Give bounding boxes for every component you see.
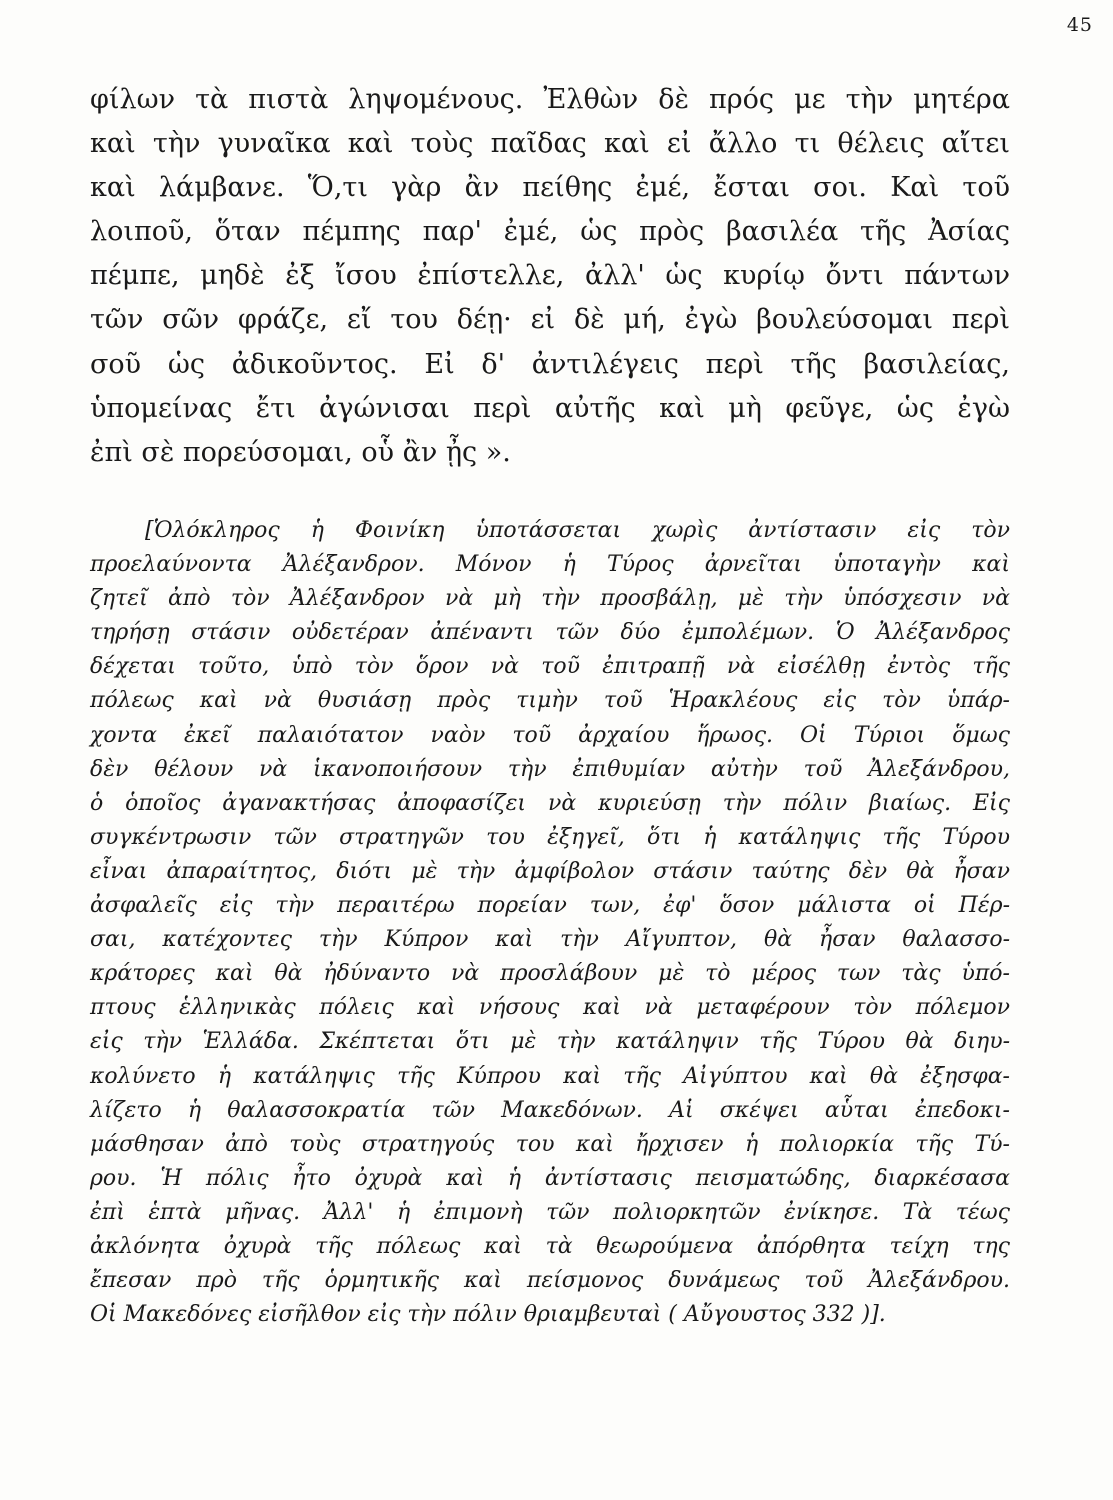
note-line: πόλεως καὶ νὰ θυσιάσῃ πρὸς τιμὴν τοῦ Ἡρακλέους εἰς τὸν ὑπάρ- [90,688,1010,714]
note-line: ζητεῖ ἀπὸ τὸν Ἀλέξανδρον νὰ μὴ τὴν προσβάλῃ, μὲ τὴν ὑπόσχεσιν νὰ [90,586,1010,612]
editorial-note [90,514,1010,1332]
note-line: Οἱ Μακεδόνες εἰσῆλθον εἰς τὴν πόλιν θριαμβευταὶ ( Αὔγουστος 332 )]. [90,1302,886,1328]
note-line: ἔπεσαν πρὸ τῆς ὁρμητικῆς καὶ πείσμονος δυνάμεως τοῦ Ἀλεξάνδρου. [90,1268,1010,1294]
note-line: ἀσφαλεῖς εἰς τὴν περαιτέρω πορείαν των, ἐφ' ὅσον μάλιστα οἱ Πέρ- [90,893,1010,919]
main-line: τῶν σῶν φράζε, εἴ του δέῃ· εἰ δὲ μή, ἐγὼ βουλεύσομαι περὶ [90,304,1010,336]
note-line: κολύνετο ἡ κατάληψις τῆς Κύπρου καὶ τῆς Αἰγύπτου καὶ θὰ ἐξησφα- [90,1063,1010,1089]
note-line: χοντα ἐκεῖ παλαιότατον ναὸν τοῦ ἀρχαίου ἥρωος. Οἱ Τύριοι ὅμως [90,722,1010,748]
note-line: ρου. Ἡ πόλις ἦτο ὀχυρὰ καὶ ἡ ἀντίστασις πεισματώδης, διαρκέσασα [90,1165,1010,1191]
note-line: μάσθησαν ἀπὸ τοὺς στρατηγούς του καὶ ἤρχισεν ἡ πολιορκία τῆς Τύ- [90,1131,1010,1157]
main-line: ἐπὶ σὲ πορεύσομαι, οὗ ἂν ᾖς ». [90,436,511,468]
main-line: σοῦ ὡς ἀδικοῦντος. Εἰ δ' ἀντιλέγεις περὶ τῆς βασιλείας, [90,348,1010,380]
note-line: εἰς τὴν Ἑλλάδα. Σκέπτεται ὅτι μὲ τὴν κατάληψιν τῆς Τύρου θὰ διηυ- [90,1029,1010,1055]
main-line: πέμπε, μηδὲ ἐξ ἴσου ἐπίστελλε, ἀλλ' ὡς κυρίῳ ὄντι πάντων [90,260,1010,292]
page-number: 45 [1066,14,1093,36]
note-line: λίζετο ἡ θαλασσοκρατία τῶν Μακεδόνων. Αἱ σκέψει αὗται ἐπεδοκι- [90,1097,1010,1123]
note-line: ἐπὶ ἑπτὰ μῆνας. Ἀλλ' ἡ ἐπιμονὴ τῶν πολιορκητῶν ἐνίκησε. Τὰ τέως [90,1199,1010,1225]
main-line: φίλων τὰ πιστὰ ληψομένους. Ἐλθὼν δὲ πρός με τὴν μητέρα [90,84,1010,115]
note-line: εἶναι ἀπαραίτητος, διότι μὲ τὴν ἀμφίβολον στάσιν ταύτης δὲν θὰ ἦσαν [90,858,1010,884]
note-line: ὁ ὁποῖος ἀγανακτήσας ἀποφασίζει νὰ κυριεύσῃ τὴν πόλιν βιαίως. Εἰς [90,790,1010,816]
note-line: πτους ἑλληνικὰς πόλεις καὶ νήσους καὶ νὰ μεταφέρουν τὸν πόλεμον [90,995,1010,1021]
main-line: καὶ λάμβανε. Ὅ,τι γὰρ ἂν πείθης ἐμέ, ἔσται σοι. Καὶ τοῦ [90,172,1010,204]
note-line: τηρήσῃ στάσιν οὐδετέραν ἀπέναντι τῶν δύο ἐμπολέμων. Ὁ Ἀλέξανδρος [90,620,1010,646]
main-line: λοιποῦ, ὅταν πέμπης παρ' ἐμέ, ὡς πρὸς βασιλέα τῆς Ἀσίας [90,216,1010,248]
note-line: δέχεται τοῦτο, ὑπὸ τὸν ὅρον νὰ τοῦ ἐπιτραπῇ νὰ εἰσέλθῃ ἐντὸς τῆς [90,654,1010,680]
main-text [90,78,1010,475]
main-line: καὶ τὴν γυναῖκα καὶ τοὺς παῖδας καὶ εἰ ἄλλο τι θέλεις αἴτει [90,128,1010,160]
note-line: συγκέντρωσιν τῶν στρατηγῶν του ἐξηγεῖ, ὅτι ἡ κατάληψις τῆς Τύρου [90,824,1010,850]
main-line: ὑπομείνας ἔτι ἀγώνισαι περὶ αὐτῆς καὶ μὴ φεῦγε, ὡς ἐγὼ [90,392,1010,424]
note-line: κράτορες καὶ θὰ ἠδύναντο νὰ προσλάβουν μὲ τὸ μέρος των τὰς ὑπό- [90,961,1010,987]
note-line: προελαύνοντα Ἀλέξανδρον. Μόνον ἡ Τύρος ἀρνεῖται ὑποταγὴν καὶ [90,552,1010,578]
note-line: δὲν θέλουν νὰ ἱκανοποιήσουν τὴν ἐπιθυμίαν αὐτὴν τοῦ Ἀλεξάνδρου, [90,756,1010,782]
note-line: ἀκλόνητα ὀχυρὰ τῆς πόλεως καὶ τὰ θεωρούμενα ἀπόρθητα τείχη της [90,1233,1010,1259]
note-line: [Ὁλόκληρος ἡ Φοινίκη ὑποτάσσεται χωρὶς ἀντίστασιν εἰς τὸν [145,518,1010,543]
note-line: σαι, κατέχοντες τὴν Κύπρον καὶ τὴν Αἴγυπτον, θὰ ἦσαν θαλασσο- [90,927,1010,953]
